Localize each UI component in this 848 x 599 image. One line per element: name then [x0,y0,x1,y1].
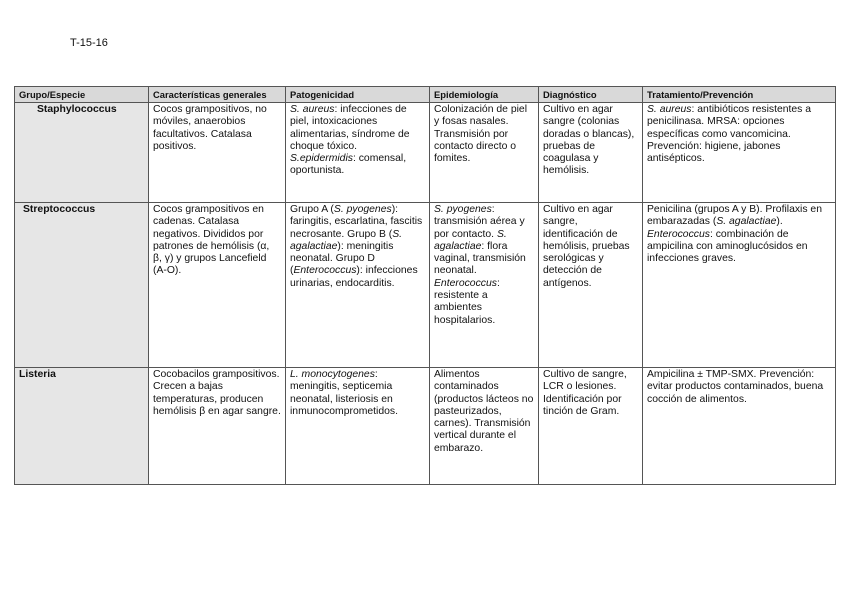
header-patogenicidad: Patogenicidad [286,87,430,103]
tratamiento-cell [643,203,836,368]
header-grupo: Grupo/Especie [15,87,149,103]
species-name: L. monocytogenes [290,369,375,380]
text-segment: Penicilina (grupos A y B). Profilaxis en embarazadas ( [647,204,822,228]
patogenicidad-cell [286,103,430,203]
species-name: Enterococcus [434,277,497,289]
text-segment: : meningitis, septicemia neonatal, listeriosis en inmunocomprometidos. [290,369,398,417]
species-name: S. aureus [647,104,692,115]
text-segment: : resistente a ambientes hospitalarios. [434,277,500,326]
group-cell: Staphylococcus [15,103,149,203]
species-name: S. agalactiae [434,228,507,252]
text-segment: ): infecciones urinarias, endocarditis. [290,265,418,289]
species-name: Enterococcus [293,265,357,277]
text-segment: : comensal, oportunista. [290,153,407,177]
header-caracteristicas: Características generales [149,87,286,103]
caracteristicas-cell: Cocos grampositivos, no móviles, anaerobios facultativos. Catalasa positivos. [149,103,286,203]
text-segment: : transmisión aérea y por contacto. [434,204,525,240]
species-name: S. aureus [290,104,335,115]
header-tratamiento: Tratamiento/Prevención [643,87,836,103]
tratamiento-cell [643,103,836,203]
table-row [15,368,836,485]
species-name: S. pyogenes [333,204,392,215]
header-diagnostico: Diagnóstico [539,87,643,103]
caracteristicas-cell: Cocobacilos grampositivos. Crecen a bajas temperaturas, producen hemólisis β en agar sangre. [149,368,286,485]
group-cell: Listeria [15,368,149,485]
table-header-row [15,87,836,103]
text-segment: : flora vaginal, transmisión neonatal. [434,240,526,277]
species-name: S. agalactiae [290,228,403,252]
caracteristicas-cell: Cocos grampositivos en cadenas. Catalasa negativos. Divididos por patrones de hemólisis (α, β, γ) y grupos Lancefield (A-O). [149,203,286,368]
bacteria-table [14,86,836,485]
group-cell: Streptococcus [15,203,149,368]
text-segment: : combinación de ampicilina con aminoglucósidos en infecciones graves. [647,228,808,265]
epidemiologia-cell: Alimentos contaminados (productos lácteos no pasteurizados, carnes). Transmisión vertical durante el embarazo. [430,368,539,485]
species-name: S. pyogenes [434,204,492,215]
document-label: T-15-16 [70,37,108,49]
species-name: S. agalactiae [716,216,777,228]
patogenicidad-cell [286,203,430,368]
epidemiologia-cell [430,203,539,368]
patogenicidad-cell [286,368,430,485]
header-epidemiologia: Epidemiología [430,87,539,103]
diagnostico-cell: Cultivo en agar sangre (colonias doradas o blancas), pruebas de coagulasa y hemólisis. [539,103,643,203]
text-segment: ): faringitis, escarlatina, fascitis necrosante. Grupo B ( [290,204,423,240]
table-row [15,203,836,368]
tratamiento-cell: Ampicilina ± TMP-SMX. Prevención: evitar productos contaminados, buena cocción de alimentos. [643,368,836,485]
text-segment: ). [776,216,783,228]
text-segment: : infecciones de piel, intoxicaciones alimentarias, síndrome de choque tóxico. [290,104,410,152]
species-name: Enterococcus [647,228,710,240]
text-segment: ): meningitis neonatal. Grupo D ( [290,240,394,277]
text-segment: : antibióticos resistentes a penicilinasa. MRSA: opciones específicas como vancomicina. Prevención: higiene, jabones antisépticos. [647,104,812,165]
species-name: S.epidermidis [290,153,353,165]
diagnostico-cell: Cultivo en agar sangre, identificación de hemólisis, pruebas serológicas y detección de antígenos. [539,203,643,368]
epidemiologia-cell: Colonización de piel y fosas nasales. Transmisión por contacto directo o fomites. [430,103,539,203]
table-row [15,103,836,203]
text-segment: Grupo A ( [290,204,334,215]
diagnostico-cell: Cultivo de sangre, LCR o lesiones. Identificación por tinción de Gram. [539,368,643,485]
